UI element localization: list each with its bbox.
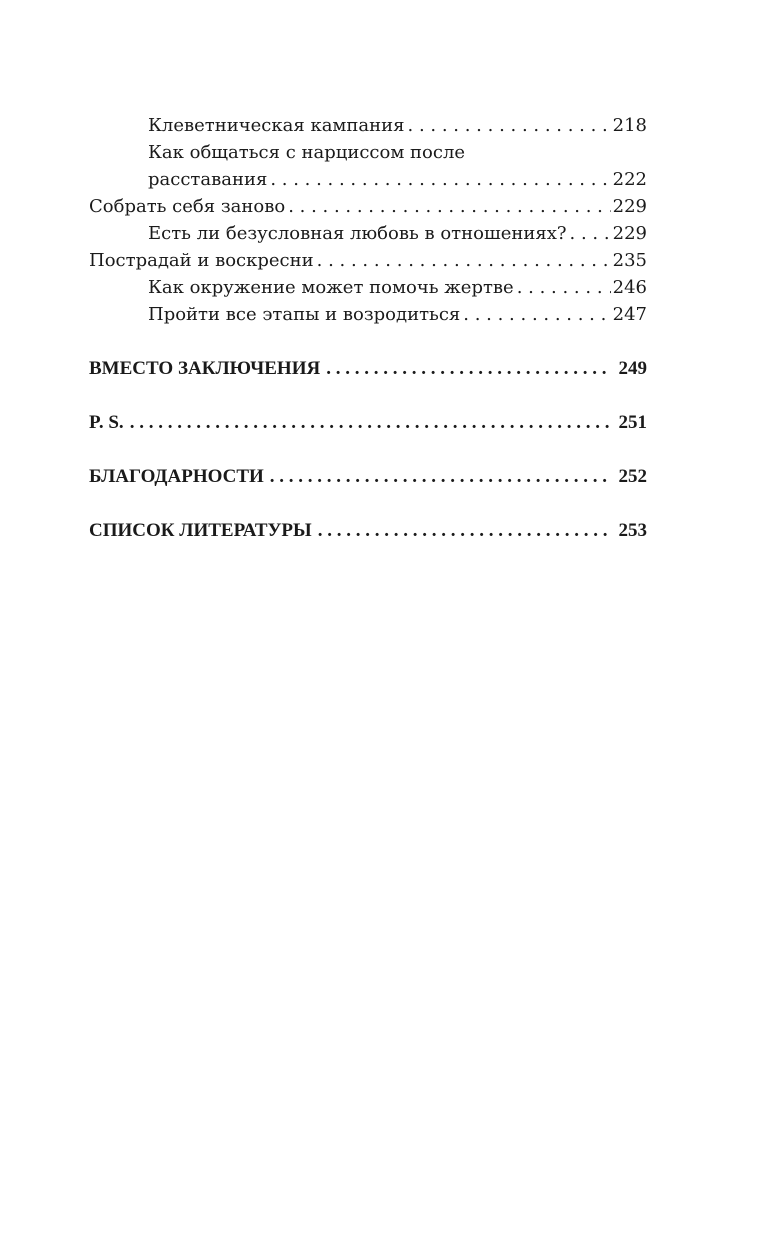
toc-entry-page: 235	[612, 250, 647, 271]
toc-section-page: 253	[618, 520, 647, 541]
toc-entry-title: Клеветническая кампания	[148, 115, 405, 136]
toc-leader-dots	[408, 112, 611, 139]
table-of-contents	[89, 112, 647, 544]
toc-entry-title: расставания	[148, 169, 268, 190]
toc-entry-title: Пострадай и воскресни	[89, 250, 314, 271]
toc-entry-title: Есть ли безусловная любовь в отношениях?	[148, 223, 567, 244]
toc-leader-dots	[570, 220, 611, 247]
toc-section-title: БЛАГОДАРНОСТИ	[89, 466, 264, 487]
toc-leader-dots	[270, 166, 610, 193]
toc-entry-page: 247	[612, 304, 647, 325]
toc-entry	[89, 247, 647, 274]
toc-entry	[89, 166, 647, 193]
toc-section-title: ВМЕСТО ЗАКЛЮЧЕНИЯ	[89, 358, 321, 379]
toc-entry	[89, 274, 647, 301]
toc-entry	[89, 301, 647, 328]
toc-leader-dots	[326, 355, 608, 382]
toc-leader-dots	[317, 247, 611, 274]
toc-entry-page: 246	[612, 277, 647, 298]
toc-section-title: P. S.	[89, 412, 124, 433]
toc-section	[89, 355, 647, 382]
toc-leader-dots	[288, 193, 610, 220]
toc-entry-title-line1: Как общаться с нарциссом после	[148, 142, 466, 163]
toc-entry-title: Как окружение может помочь жертве	[148, 277, 514, 298]
toc-entry-page: 229	[612, 196, 647, 217]
toc-section-page: 249	[618, 358, 647, 379]
toc-entry-title: Собрать себя заново	[89, 196, 286, 217]
toc-section-page: 251	[618, 412, 647, 433]
toc-section	[89, 463, 647, 490]
toc-section	[89, 517, 647, 544]
toc-leader-dots	[517, 274, 611, 301]
toc-entry	[89, 220, 647, 247]
toc-leader-dots	[463, 301, 610, 328]
toc-section-page: 252	[618, 466, 647, 487]
toc-entry	[89, 112, 647, 139]
toc-entry-page: 218	[612, 115, 647, 136]
toc-entry-page: 229	[612, 223, 647, 244]
toc-leader-dots	[270, 463, 609, 490]
toc-entry-page: 222	[612, 169, 647, 190]
toc-leader-dots	[318, 517, 609, 544]
toc-section-title: СПИСОК ЛИТЕРАТУРЫ	[89, 520, 312, 541]
toc-entry	[89, 193, 647, 220]
toc-entry-title: Пройти все этапы и возродиться	[148, 304, 461, 325]
toc-leader-dots	[130, 409, 609, 436]
toc-section	[89, 409, 647, 436]
